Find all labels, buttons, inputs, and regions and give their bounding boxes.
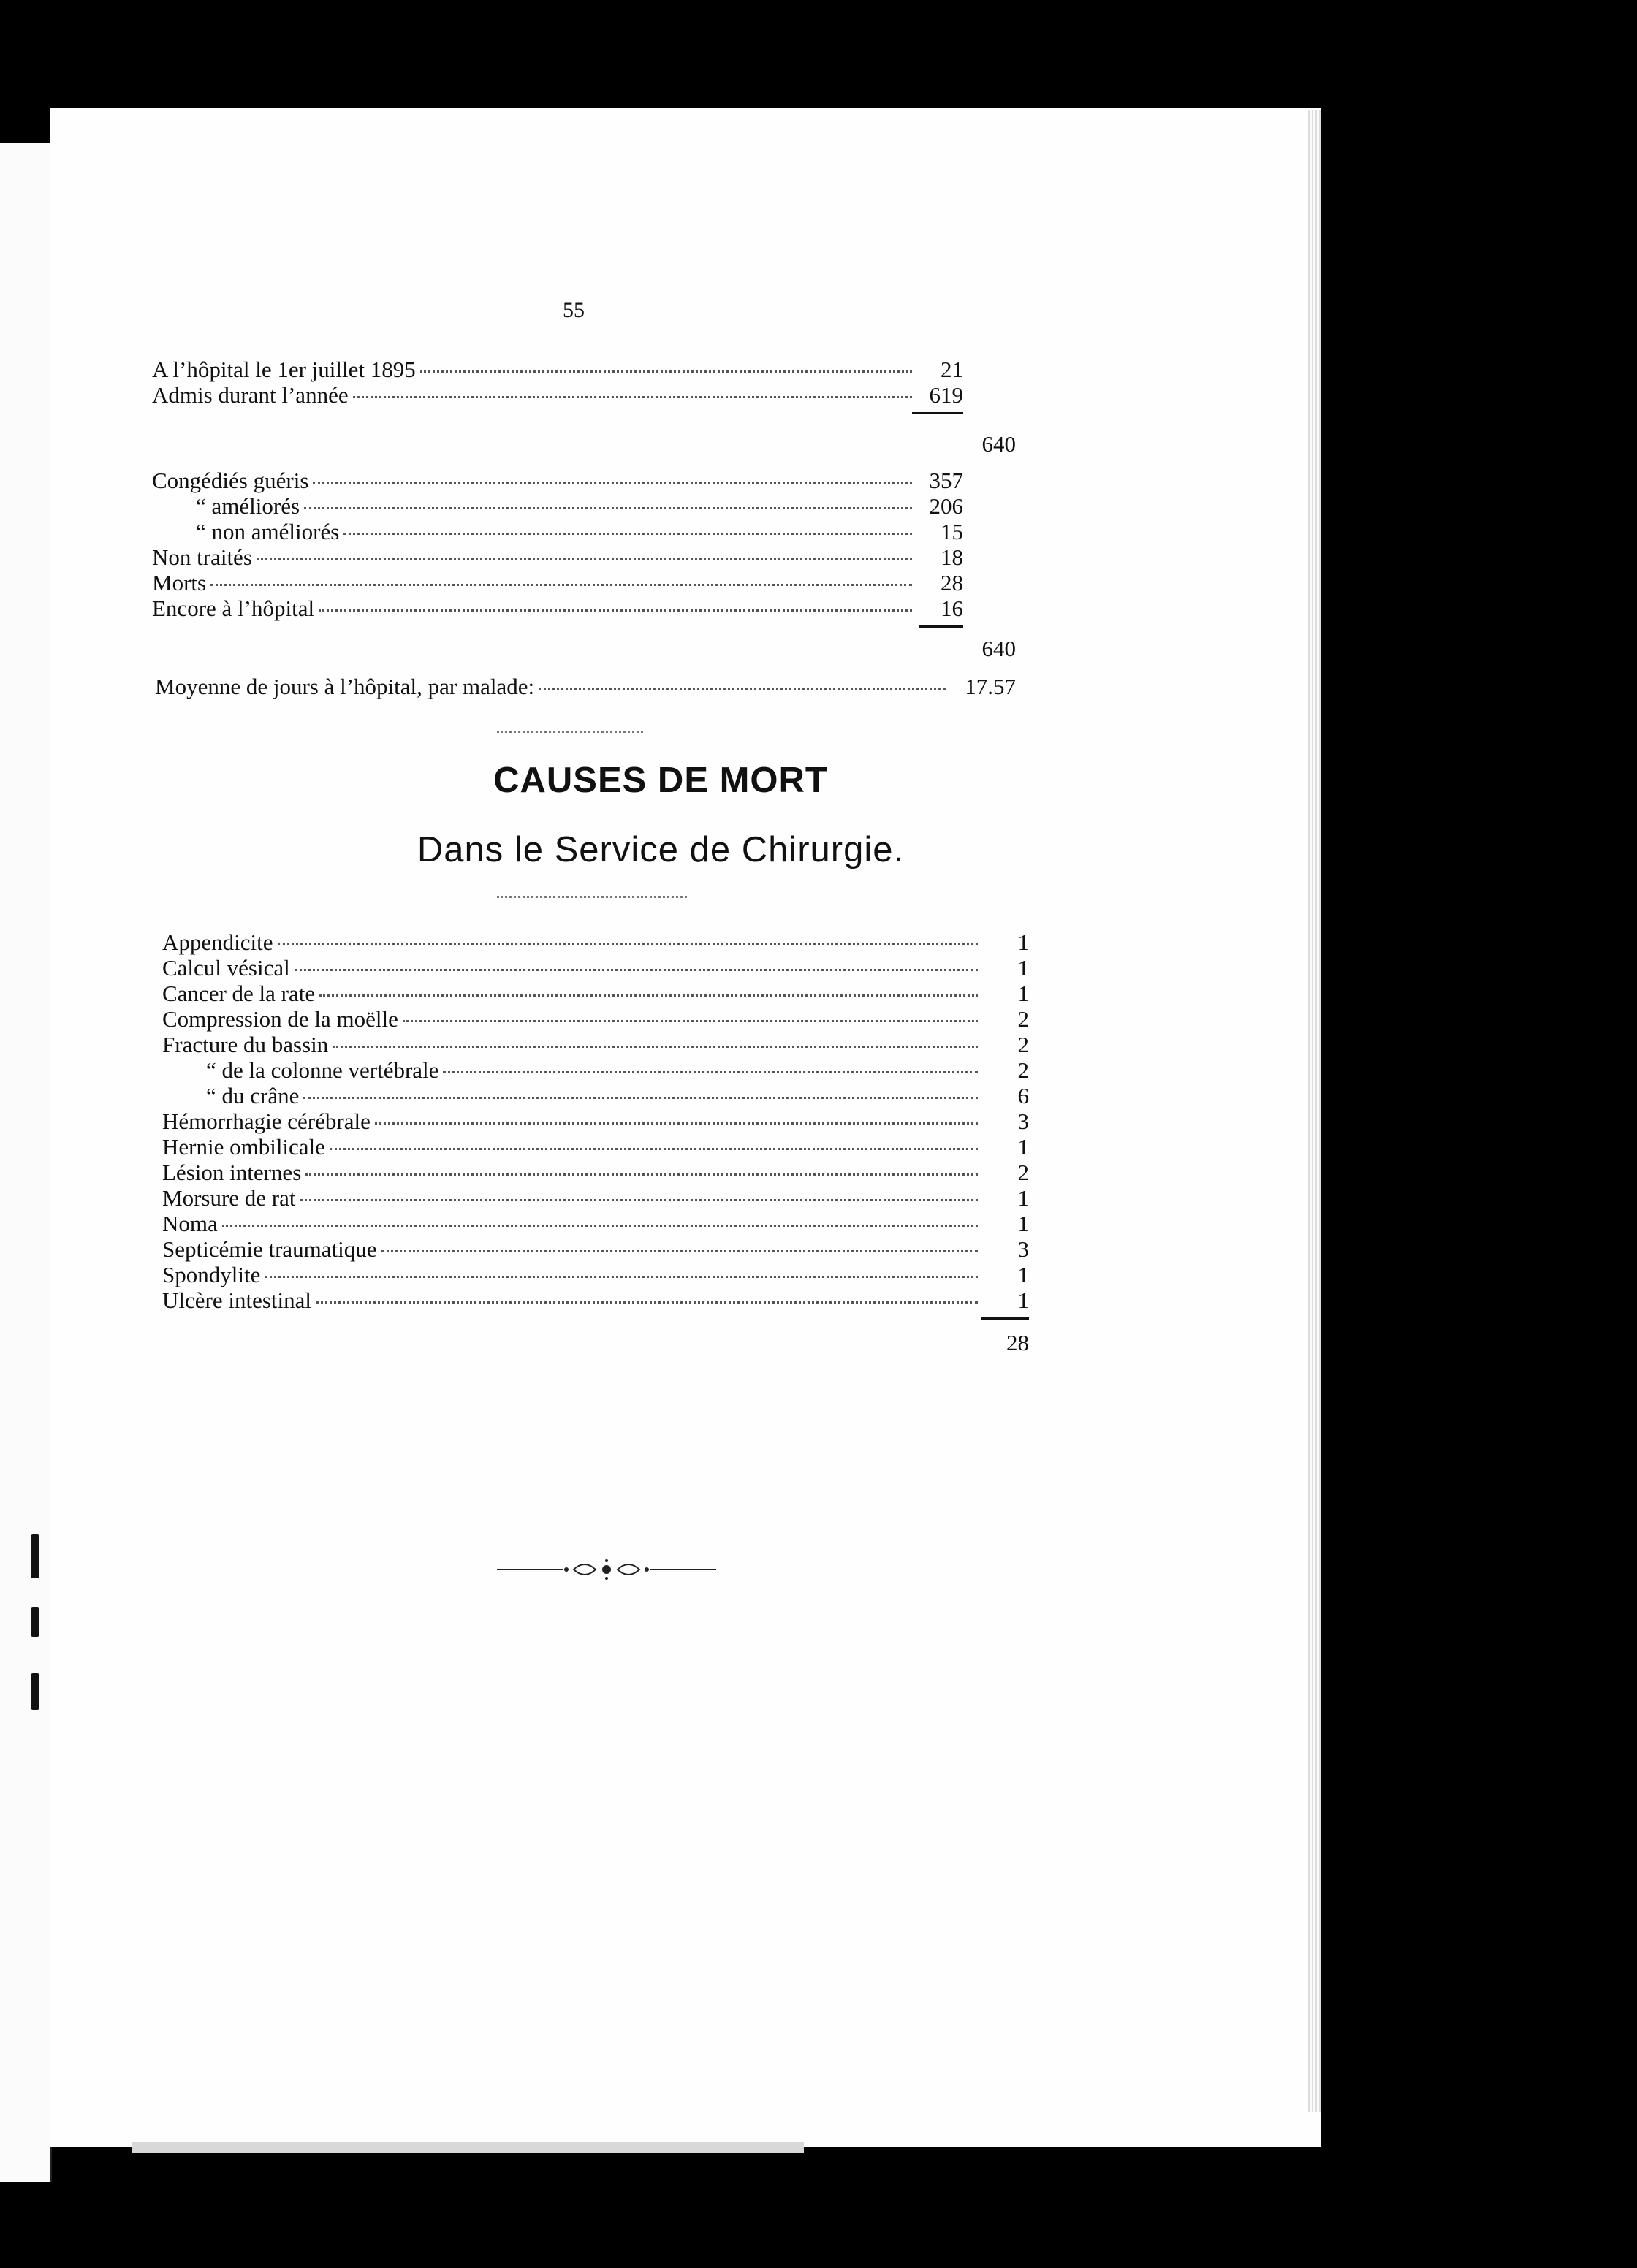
row-label: Morts — [152, 570, 207, 595]
leader-dots — [210, 583, 912, 586]
admissions-ledger — [152, 357, 963, 414]
facing-page-edge — [0, 143, 52, 2182]
leader-dots — [330, 1147, 978, 1150]
leader-dots — [300, 1198, 979, 1201]
row-label: Hémorrhagie cérébrale — [162, 1108, 371, 1134]
row-value: 1 — [1017, 1262, 1029, 1287]
causes-ledger — [162, 929, 1029, 1320]
row-value: 28 — [941, 570, 963, 595]
row-label: “ de la colonne vertébrale — [206, 1057, 439, 1083]
ledger-row — [162, 1134, 1029, 1160]
leader-dots — [303, 1096, 978, 1099]
row-value: 206 — [929, 493, 963, 519]
ledger-row — [162, 1006, 1029, 1032]
discharges-total: 640 — [981, 636, 1016, 661]
leader-dots — [403, 1019, 978, 1022]
ledger-row — [162, 1236, 1029, 1262]
ledger-row — [152, 493, 963, 519]
row-value: 6 — [1017, 1083, 1029, 1108]
row-label: Encore à l’hôpital — [152, 595, 315, 621]
ledger-row — [152, 570, 963, 595]
ledger-row — [162, 1262, 1029, 1287]
row-value: 3 — [1017, 1236, 1029, 1262]
section-divider — [497, 731, 643, 733]
ledger-row — [152, 468, 963, 493]
row-label: Hernie ombilicale — [162, 1134, 325, 1160]
leader-dots — [443, 1070, 978, 1073]
average-line — [155, 674, 1016, 699]
ledger-row — [162, 1083, 1029, 1108]
row-value: 1 — [1017, 955, 1029, 981]
row-value: 18 — [941, 544, 963, 570]
leader-dots — [278, 943, 978, 945]
leader-dots — [295, 968, 978, 971]
row-label: Compression de la moëlle — [162, 1006, 398, 1032]
row-label: Ulcère intestinal — [162, 1287, 311, 1313]
page-bottom-strip — [132, 2142, 804, 2153]
leader-dots — [375, 1122, 978, 1125]
row-value: 16 — [941, 595, 963, 621]
leader-dots — [333, 1045, 978, 1048]
leader-dots — [305, 1173, 978, 1176]
row-label: Lésion internes — [162, 1160, 302, 1185]
leader-dots — [381, 1249, 978, 1252]
row-value: 1 — [1017, 1134, 1029, 1160]
leader-dots — [539, 687, 946, 690]
leader-dots — [316, 1301, 978, 1304]
leader-dots — [313, 481, 912, 484]
row-label: Cancer de la rate — [162, 981, 316, 1006]
row-value: 2 — [1017, 1057, 1029, 1083]
leader-dots — [343, 532, 912, 535]
section-subtitle: Dans le Service de Chirurgie. — [417, 830, 905, 869]
causes-total: 28 — [1006, 1330, 1029, 1355]
row-label: Spondylite — [162, 1262, 261, 1287]
ledger-row — [152, 382, 963, 408]
row-value: 21 — [941, 357, 963, 382]
leader-dots — [319, 994, 978, 997]
row-label: Septicémie traumatique — [162, 1236, 377, 1262]
row-label: Noma — [162, 1211, 218, 1236]
ledger-row — [162, 1057, 1029, 1083]
row-value: 2 — [1017, 1032, 1029, 1057]
ledger-row — [162, 929, 1029, 955]
leader-dots — [353, 395, 912, 398]
ledger-row — [152, 357, 963, 382]
ledger-row — [155, 674, 1016, 699]
row-label: Non traités — [152, 544, 252, 570]
row-value: 15 — [941, 519, 963, 544]
row-label: Moyenne de jours à l’hôpital, par malade: — [155, 674, 535, 699]
row-label: A l’hôpital le 1er juillet 1895 — [152, 357, 416, 382]
sum-rule — [919, 625, 963, 628]
row-value: 1 — [1017, 981, 1029, 1006]
row-value: 619 — [929, 382, 963, 408]
row-value: 1 — [1017, 1287, 1029, 1313]
row-value: 2 — [1017, 1160, 1029, 1185]
ledger-row — [152, 519, 963, 544]
row-label: Calcul vésical — [162, 955, 290, 981]
row-label: “ améliorés — [196, 493, 300, 519]
row-label: Appendicite — [162, 929, 273, 955]
row-value: 1 — [1017, 1211, 1029, 1236]
ledger-row — [162, 1160, 1029, 1185]
row-value: 2 — [1017, 1006, 1029, 1032]
row-label: Fracture du bassin — [162, 1032, 329, 1057]
sum-rule — [981, 1317, 1029, 1320]
leader-dots — [222, 1224, 978, 1227]
discharges-ledger — [152, 468, 963, 628]
leader-dots — [420, 370, 912, 373]
row-value: 1 — [1017, 1185, 1029, 1211]
sum-rule — [912, 412, 963, 414]
row-value: 1 — [1017, 929, 1029, 955]
ledger-row — [162, 955, 1029, 981]
page-stack-edge — [1308, 110, 1321, 2112]
leader-dots — [319, 609, 912, 612]
row-value: 357 — [929, 468, 963, 493]
ledger-row — [152, 544, 963, 570]
binding-thread — [25, 1534, 44, 1724]
row-label: “ non améliorés — [196, 519, 340, 544]
leader-dots — [265, 1275, 978, 1278]
section-title: CAUSES DE MORT — [493, 761, 828, 800]
ledger-row — [162, 981, 1029, 1006]
leader-dots — [304, 506, 912, 509]
ledger-row — [152, 595, 963, 621]
ledger-row — [162, 1287, 1029, 1313]
ledger-row — [162, 1211, 1029, 1236]
leader-dots — [257, 558, 912, 560]
ledger-row — [162, 1032, 1029, 1057]
page-number: 55 — [563, 298, 585, 322]
ledger-row — [162, 1108, 1029, 1134]
section-divider — [497, 896, 687, 898]
row-value: 3 — [1017, 1108, 1029, 1134]
ornament-divider — [497, 1555, 716, 1584]
row-label: Admis durant l’année — [152, 382, 349, 408]
admissions-total: 640 — [981, 431, 1016, 457]
ledger-row — [162, 1185, 1029, 1211]
row-value: 17.57 — [965, 674, 1016, 699]
row-label: “ du crâne — [206, 1083, 300, 1108]
row-label: Congédiés guéris — [152, 468, 309, 493]
row-label: Morsure de rat — [162, 1185, 296, 1211]
